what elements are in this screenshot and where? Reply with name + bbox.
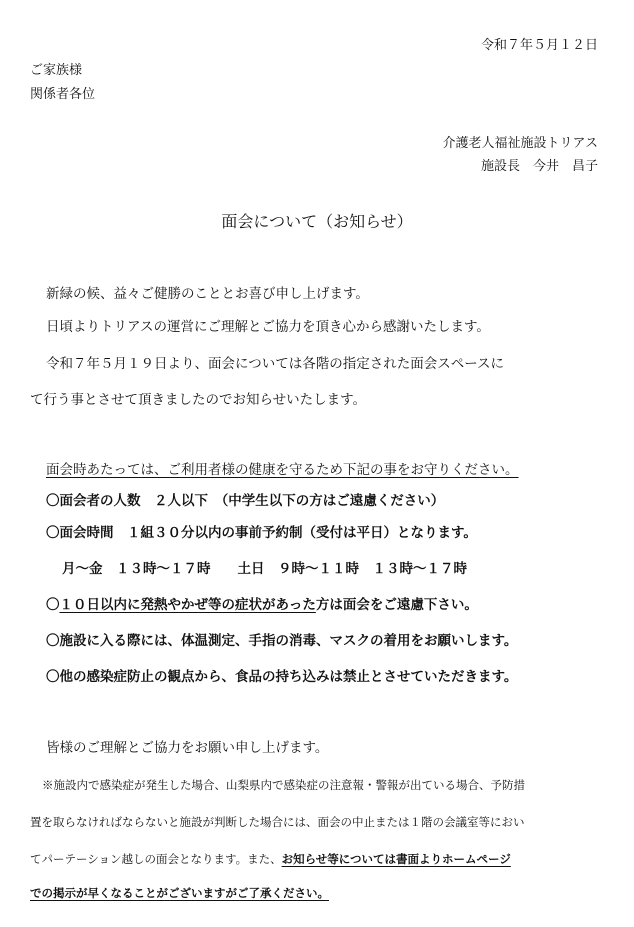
rule-item-underlined: １０日以内に発熱やかぜ等の症状があった xyxy=(59,597,316,613)
document-date: 令和７年５月１２日 xyxy=(480,38,598,53)
closing-line: 皆様のご理解とご協力をお願い申し上げます。 xyxy=(46,740,329,756)
recipient-parties: 関係者各位 xyxy=(30,87,96,102)
rule-item: 〇面会者の人数 ２人以下 （中学生以下の方はご遠慮ください） xyxy=(46,493,445,509)
intro-line: 令和７年５月１９日より、面会については各階の指定された面会スペースに xyxy=(46,356,505,372)
intro-line: て行う事とさせて頂きましたのでお知らせいたします。 xyxy=(30,392,367,408)
note-line xyxy=(30,850,511,868)
recipient-families: ご家族様 xyxy=(30,63,83,78)
note-plain: てパーテーション越しの面会となります。また、 xyxy=(30,852,282,866)
rule-item: 〇施設に入る際には、体温測定、手指の消毒、マスクの着用をお願いします。 xyxy=(46,633,518,649)
rule-item-rest: 方は面会をご遠慮下さい。 xyxy=(315,597,478,613)
organization-name: 介護老人福祉施設トリアス xyxy=(442,136,598,151)
visiting-hours: 月～金 １３時～１７時 土日 ９時～１１時 １３時～１７時 xyxy=(62,561,467,577)
sender-name: 施設長 今井 昌子 xyxy=(480,159,598,174)
rule-item: 〇他の感染症防止の観点から、食品の持ち込みは禁止とさせていただきます。 xyxy=(46,669,518,685)
note-emphasis: お知らせ等については書面よりホームページ xyxy=(281,852,511,866)
rule-item xyxy=(46,596,478,614)
rules-heading: 面会時あたっては、ご利用者様の健康を守るため下記の事をお守りください。 xyxy=(46,462,519,478)
document-title: 面会について（お知らせ） xyxy=(221,212,413,231)
note-emphasis: での掲示が早くなることがございますがご了承ください。 xyxy=(30,886,329,900)
intro-line: 新緑の候、益々ご健勝のこととお喜び申し上げます。 xyxy=(46,286,369,302)
intro-line: 日頃よりトリアスの運営にご理解とご協力を頂き心から感謝いたします。 xyxy=(46,319,490,335)
note-line: 置を取らなければならないと施設が判断した場合には、面会の中止または１階の会議室等におい xyxy=(30,815,525,829)
note-line: ※施設内で感染症が発生した場合、山梨県内で感染症の注意報・警報が出ている場合、予防措 xyxy=(42,778,525,792)
rule-item: 〇面会時間 １組３０分以内の事前予約制（受付は平日）となります。 xyxy=(46,525,477,541)
rule-item-mark: 〇 xyxy=(46,597,60,613)
